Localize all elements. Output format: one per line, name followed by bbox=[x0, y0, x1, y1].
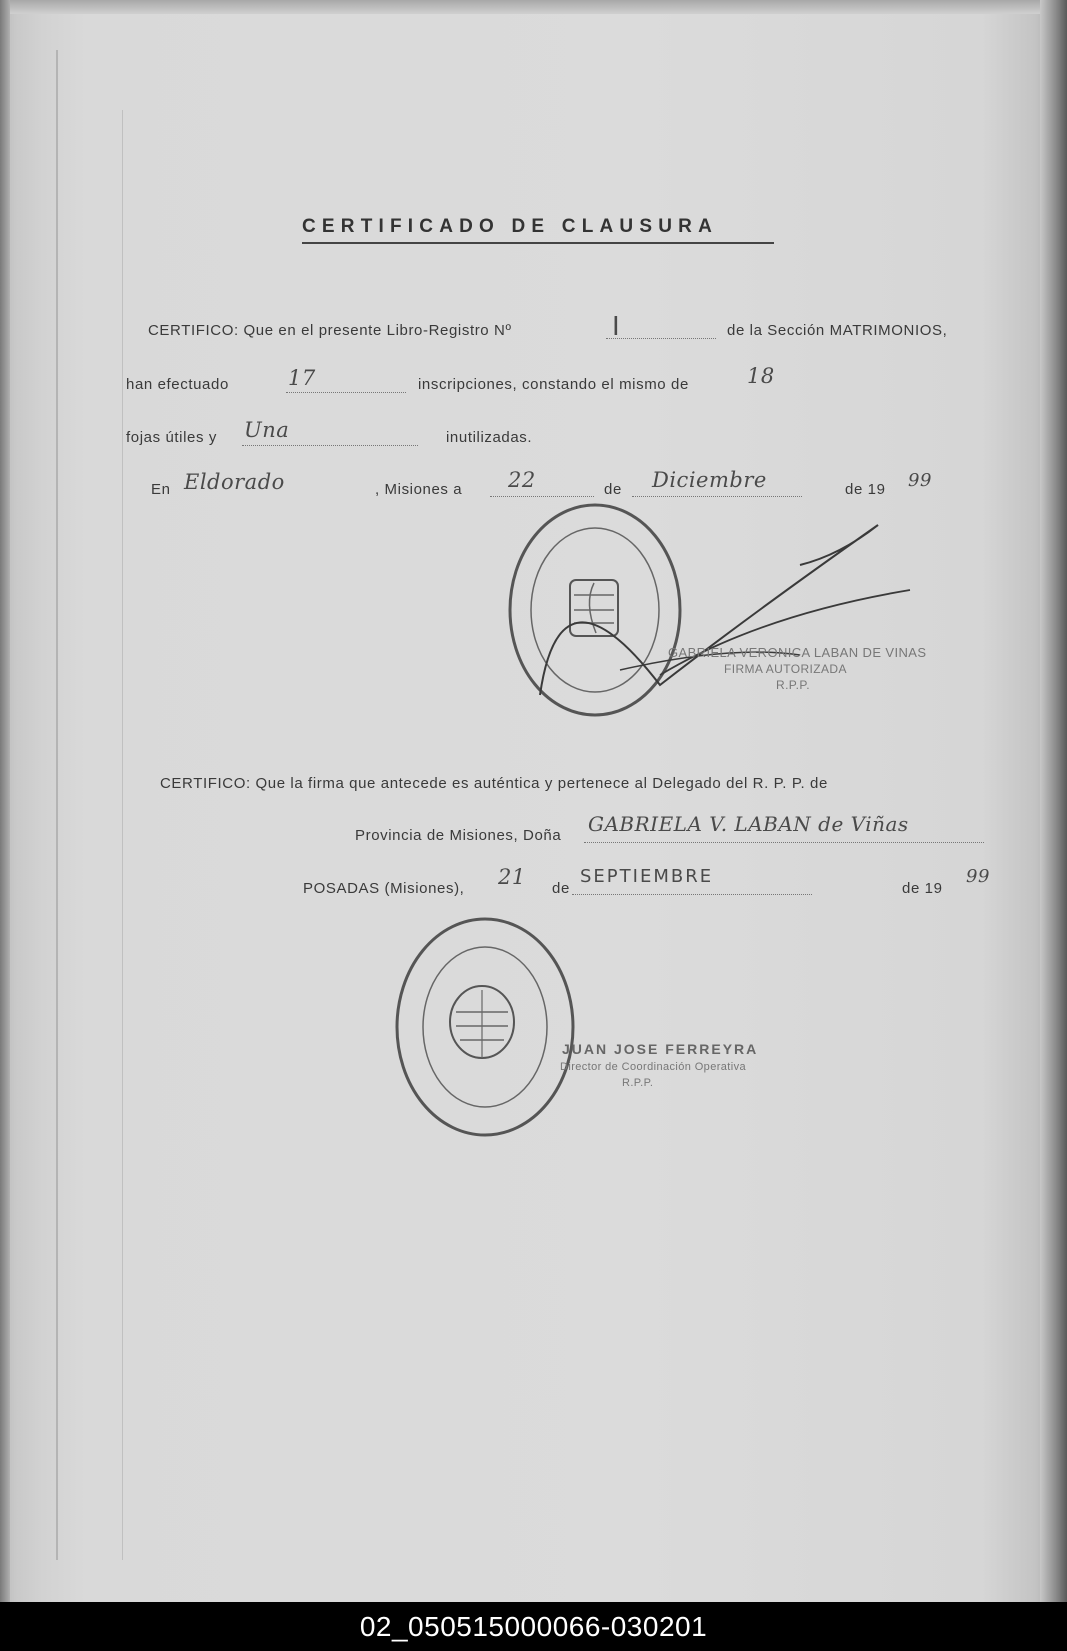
stamp2-signer-org: R.P.P. bbox=[622, 1077, 654, 1089]
p1-line2-mid: inscripciones, constando el mismo de bbox=[418, 376, 689, 393]
fill-line bbox=[572, 894, 812, 895]
title-underline bbox=[302, 242, 774, 244]
page-fold-line bbox=[56, 50, 58, 1560]
document-title: CERTIFICADO DE CLAUSURA bbox=[302, 216, 718, 237]
libro-numero: I bbox=[612, 312, 621, 342]
lugar: Eldorado bbox=[184, 470, 285, 494]
p2-line3-mid: de bbox=[552, 880, 570, 897]
stamp2-signer-role: Director de Coordinación Operativa bbox=[560, 1061, 747, 1073]
p1-line4-mid1: , Misiones a bbox=[375, 481, 463, 498]
seal-stamp-1 bbox=[500, 495, 920, 725]
mes-clausura: Diciembre bbox=[652, 468, 767, 492]
binding-edge bbox=[0, 0, 10, 1602]
stamp2-signer-name: JUAN JOSE FERREYRA bbox=[562, 1041, 759, 1057]
stamp1-signer-org: R.P.P. bbox=[776, 678, 810, 692]
p2-line1: CERTIFICO: Que la firma que antecede es auténtica y pertenece al Delegado del R. P. P. de bbox=[160, 775, 828, 792]
scan-id-bar bbox=[0, 1602, 1067, 1651]
seal-stamp-2 bbox=[390, 912, 580, 1142]
mes-certificacion: SEPTIEMBRE bbox=[580, 866, 714, 887]
anio-clausura: 99 bbox=[908, 470, 932, 491]
inutilizadas-count: Una bbox=[244, 418, 290, 442]
p1-line1-suffix: de la Sección MATRIMONIOS, bbox=[727, 322, 948, 339]
dia-certificacion: 21 bbox=[498, 865, 526, 889]
p1-line3-suffix: inutilizadas. bbox=[446, 429, 533, 446]
p1-line4-mid2: de bbox=[604, 481, 622, 498]
right-page-edge bbox=[1040, 0, 1067, 1602]
fojas-total: 18 bbox=[747, 364, 775, 388]
p1-line3-prefix: fojas útiles y bbox=[126, 429, 217, 446]
fill-line bbox=[286, 392, 406, 393]
fill-line bbox=[242, 445, 418, 446]
p1-line1-prefix: CERTIFICO: Que en el presente Libro-Registro Nº bbox=[148, 322, 512, 339]
p2-line3-prefix: POSADAS (Misiones), bbox=[303, 880, 465, 897]
top-page-edge bbox=[10, 0, 1050, 14]
fill-line bbox=[584, 842, 984, 843]
delegado-name: GABRIELA V. LABAN de Viñas bbox=[588, 812, 909, 836]
stamp1-signer-role: FIRMA AUTORIZADA bbox=[724, 662, 847, 676]
page-fold-line bbox=[122, 110, 123, 1560]
p2-line2-prefix: Provincia de Misiones, Doña bbox=[355, 827, 562, 844]
anio-certificacion: 99 bbox=[966, 866, 990, 887]
dia-clausura: 22 bbox=[508, 468, 536, 492]
scan-id-label: 02_050515000066-030201 bbox=[359, 1610, 708, 1642]
p2-line3-suffix: de 19 bbox=[902, 880, 943, 897]
p1-line4-mid3: de 19 bbox=[845, 481, 886, 498]
fill-line bbox=[606, 338, 716, 339]
inscripciones-count: 17 bbox=[288, 366, 316, 390]
p1-line4-prefix: En bbox=[151, 481, 171, 498]
stamp1-signer-name: GABRIELA VERONICA LABAN DE VINAS bbox=[668, 645, 927, 660]
p1-line2-prefix: han efectuado bbox=[126, 376, 229, 393]
